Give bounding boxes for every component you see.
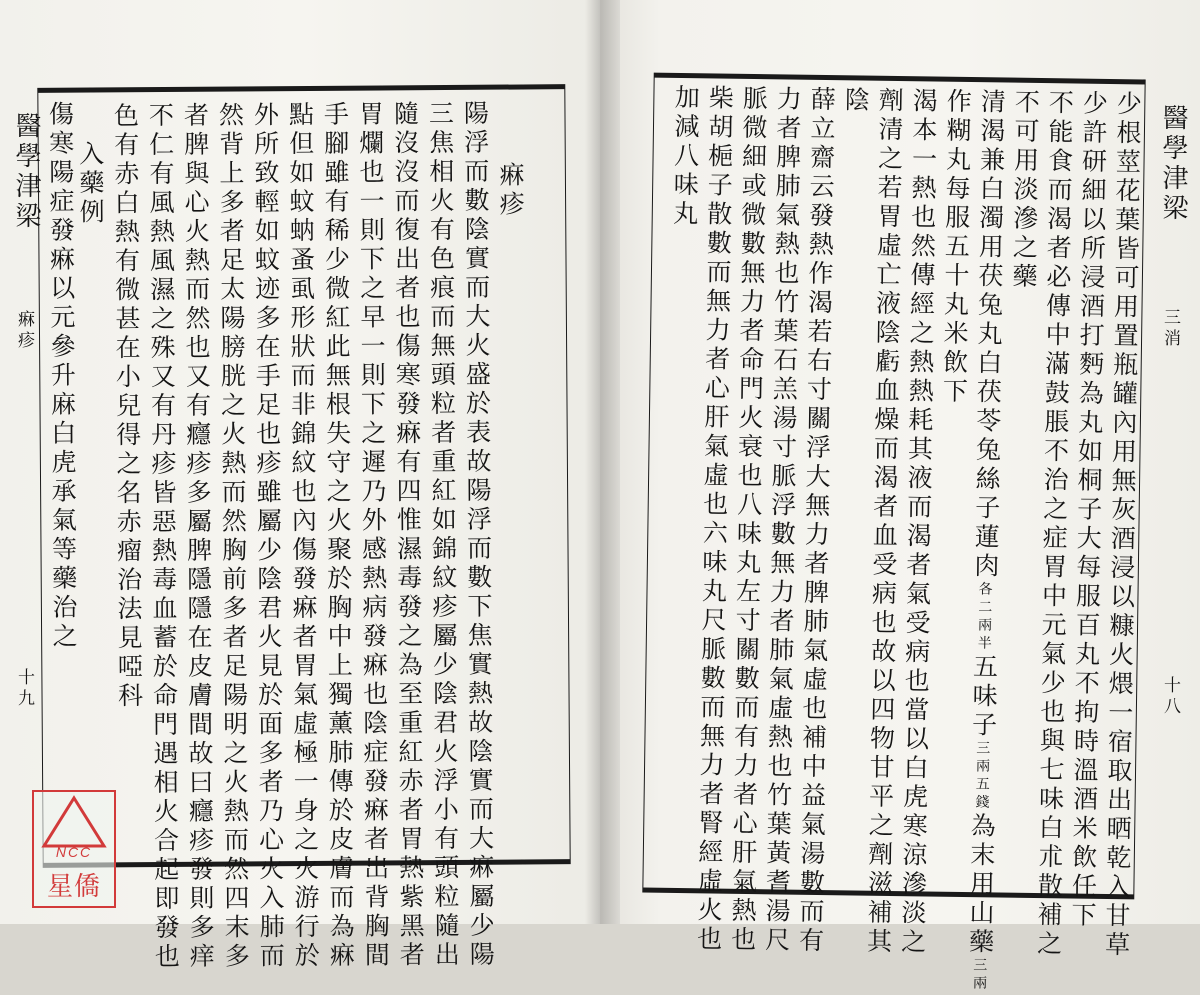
text-column (965, 82, 1007, 994)
text-column: 不可用淡滲之藥 (1008, 88, 1041, 292)
text-column: 隨沒沒而復出者也傷寒發痳有四惟濕毒發之為至重紅赤者胃熱紫黑者 (390, 100, 426, 971)
section-tag: 痳疹 (14, 310, 34, 352)
dose-annotation: 各二兩半 (975, 581, 993, 654)
text-column: 三焦相火有色痕而無頭粒者重紅如錦紋疹屬少陰君火浮小有頭粒隨出 (425, 99, 461, 971)
right-page-text-frame (642, 73, 1145, 994)
book-title: 醫學津梁 (1158, 104, 1188, 224)
page-number: 十八 (1160, 676, 1180, 718)
text-column: 脈微細或微數無力者命門火衰也八味丸左寸關數而有力者心肝氣熱也 (727, 84, 769, 956)
text-column: 劑清之若胃虛亡液陰虧血燥而渴者血受病也故以四物甘平之劑滋補其 (863, 86, 905, 958)
section-heading: 入藥例 (75, 140, 106, 228)
text-column: 點但如蚊蚋蚤虱形狀而非錦紋也內傷發痳者胃氣虛極一身之火游行於 (285, 100, 321, 972)
stamp-latin-text: NCC (55, 844, 93, 860)
right-page (600, 0, 1200, 994)
text-column-main: 五味子 (968, 653, 999, 741)
dose-annotation: 三兩 (970, 957, 988, 994)
triangle-logo-icon (34, 792, 114, 852)
ncc-seal-stamp (32, 790, 116, 908)
page-number: 十九 (14, 668, 34, 710)
text-column: 渴本一熱也然傳經之熱熱耗其液而渴者氣受病也當以白虎寒涼滲淡之 (897, 87, 939, 958)
text-column: 傷寒陽症發痳以元參升麻白虎承氣等藥治之 (45, 100, 79, 652)
text-column: 不能食而渴者必傳中滿鼓脹不治之症胃中元氣少也與七味白朮散補之 (1033, 89, 1075, 960)
text-column: 薛立齋云發熱作渴若右寸關浮大無力者脾肺氣虛也補中益氣湯數而有 (795, 85, 837, 957)
text-column: 外所致輕如蚊迹多在手足也疹雖屬少陰君火見於面多者乃心火入肺而 (250, 101, 286, 972)
text-column: 作糊丸每服五十丸米飲下 (939, 87, 973, 408)
stamp-cjk-text: 星僑 (46, 872, 101, 902)
book-title: 醫學津梁 (11, 112, 41, 232)
text-column: 少許研細以所浸酒打麪為丸如桐子大每服百丸不拘時溫酒米飲任下 (1067, 89, 1109, 931)
text-column: 少根莖花葉皆可用置瓶罐內用無灰酒浸以糠火煨一宿取出晒乾入甘草 (1101, 90, 1143, 961)
text-column: 手腳雖有稀少微紅此無根失守之火聚於胸中上獨薰肺傳於皮膚而為痳 (320, 100, 356, 971)
text-column: 不仁有風熱風濕之殊又有丹疹皆惡熱毒血蓄於命門遇相火合起即發也 (145, 101, 181, 973)
text-column: 者脾與心火熱而然也又有癮疹多屬脾隱隱在皮膚間故曰癮疹發則多痒 (180, 101, 216, 972)
section-tag: 三消 (1160, 308, 1180, 350)
text-column: 胃爛也一則下之早一則下之遲乃外感熱病發痳也陰症發痳者出背胸間 (355, 100, 391, 971)
left-page (0, 0, 600, 973)
text-column (558, 89, 563, 859)
text-column-main: 為末用山藥 (965, 812, 997, 958)
text-column: 陰 (841, 86, 871, 116)
text-column: 柴胡梔子散數而無力者心肝氣虛也六味丸尺脈數而無力者腎經虛火也 (693, 84, 735, 955)
book-gutter-shadow (585, 0, 620, 924)
chapter-heading: 痳疹 (495, 161, 526, 220)
text-column: 加減八味丸 (669, 83, 701, 230)
text-column-main: 清渴兼白濁用茯兔丸白茯苓兔絲子蓮肉 (970, 88, 1007, 582)
text-column: 色有赤白熱有微甚在小兒得之名赤瘤治法見啞科 (110, 102, 144, 712)
text-column: 力者脾肺氣熱也竹葉石羔湯寸脈浮數無力者肺氣虛熱也竹葉黃耆湯尺 (761, 85, 803, 956)
dose-annotation: 三兩五錢 (973, 740, 991, 813)
text-column: 陽浮而數陰實而大火盛於表故陽浮而數下焦實熱故陰實而大痳屬少陽 (460, 99, 496, 970)
text-column: 然背上多者足太陽膀胱之火熱而然胸前多者足陽明之火熱而然四末多 (215, 101, 251, 972)
